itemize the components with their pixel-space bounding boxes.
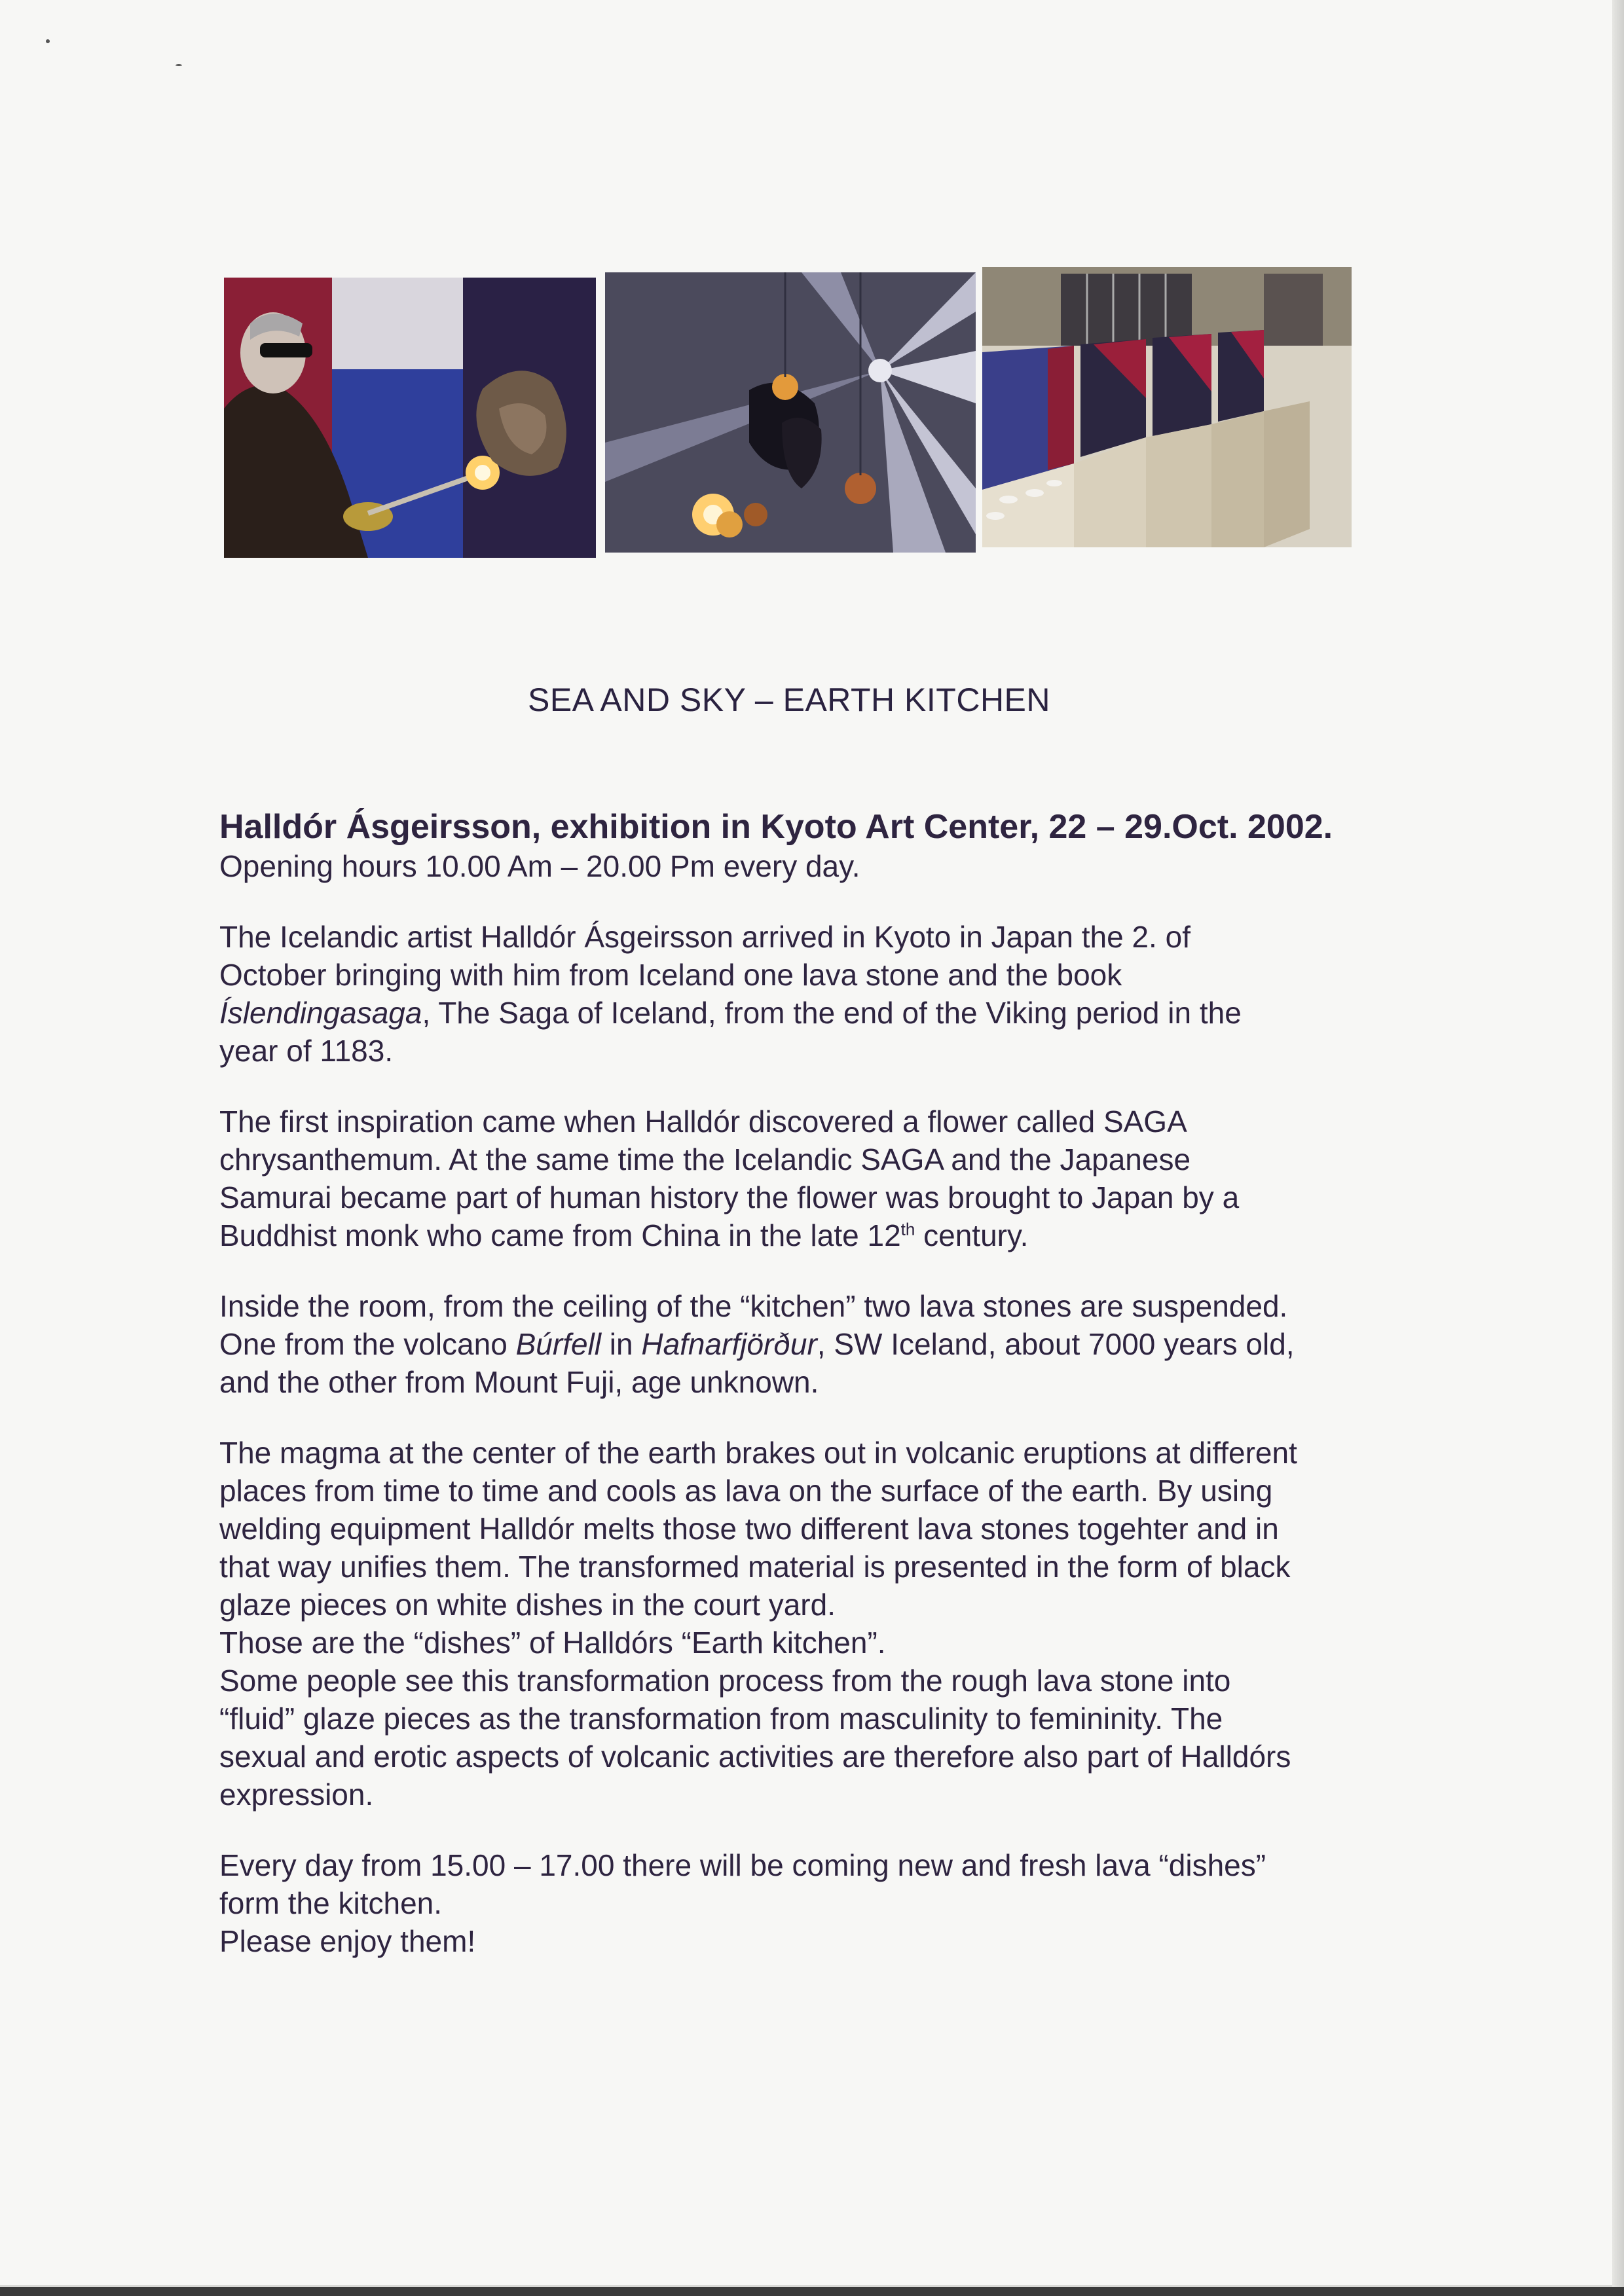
text-line: and the other from Mount Fuji, age unknown. — [219, 1365, 819, 1399]
text-line — [219, 1325, 1385, 1363]
scan-border — [0, 2287, 1624, 2296]
text-line: places from time to time and cools as lava on the surface of the earth. By using — [219, 1474, 1273, 1508]
text-line — [219, 994, 1385, 1032]
text-line: The magma at the center of the earth brakes out in volcanic eruptions at different — [219, 1436, 1297, 1470]
artist-welding-photo — [224, 278, 596, 558]
text-line: form the kitchen. — [219, 1886, 443, 1920]
paragraph-magma — [219, 1434, 1385, 1813]
exhibition-title-line: Halldór Ásgeirsson, exhibition in Kyoto Art Center, 22 – 29.Oct. 2002. — [219, 808, 1333, 846]
paragraph-inspiration — [219, 1102, 1385, 1254]
text-line: sexual and erotic aspects of volcanic activities are therefore also part of Halldórs — [219, 1740, 1291, 1774]
text-fragment: , The Saga of Iceland, from the end of the Viking period in the — [422, 996, 1242, 1030]
paragraph-daily-dishes — [219, 1846, 1385, 1960]
photo-strip — [224, 267, 1352, 555]
text-line: glaze pieces on white dishes in the court yard. — [219, 1588, 836, 1622]
text-line: that way unifies them. The transformed material is presented in the form of black — [219, 1550, 1291, 1584]
text-line: Please enjoy them! — [219, 1924, 476, 1958]
text-line — [219, 1216, 1385, 1254]
place-name: Búrfell — [515, 1327, 601, 1361]
text-line: October bringing with him from Iceland one lava stone and the book — [219, 958, 1122, 992]
opening-hours-line: Opening hours 10.00 Am – 20.00 Pm every day. — [219, 849, 860, 883]
text-fragment: , SW Iceland, about 7000 years old, — [817, 1327, 1295, 1361]
gallery-installation-photo — [982, 267, 1352, 547]
text-fragment: One from the volcano — [219, 1327, 516, 1361]
text-fragment: in — [600, 1327, 642, 1361]
exhibition-header — [219, 807, 1385, 885]
document-body — [219, 807, 1385, 1993]
text-line: Those are the “dishes” of Halldórs “Earth kitchen”. — [219, 1626, 886, 1660]
text-line: expression. — [219, 1777, 374, 1812]
superscript: th — [900, 1219, 915, 1239]
text-line: chrysanthemum. At the same time the Icelandic SAGA and the Japanese — [219, 1142, 1191, 1176]
paragraph-lava-stones — [219, 1287, 1385, 1401]
scan-speck — [46, 39, 50, 43]
text-fragment: century. — [915, 1218, 1029, 1252]
text-line: Some people see this transformation process from the rough lava stone into — [219, 1664, 1231, 1698]
paragraph-arrival — [219, 918, 1385, 1070]
book-title: Íslendingasaga — [219, 996, 422, 1030]
scan-speck — [175, 64, 182, 66]
text-fragment: Buddhist monk who came from China in the late 12 — [219, 1218, 901, 1252]
text-line: year of 1183. — [219, 1034, 394, 1068]
place-name: Hafnarfjörður — [641, 1327, 817, 1361]
text-line: The Icelandic artist Halldór Ásgeirsson arrived in Kyoto in Japan the 2. of — [219, 920, 1190, 954]
text-line: Samurai became part of human history the flower was brought to Japan by a — [219, 1180, 1240, 1214]
document-title: SEA AND SKY – EARTH KITCHEN — [527, 682, 1051, 718]
page-edge — [1612, 0, 1624, 2296]
lava-stone-sculpture-photo — [605, 272, 976, 553]
text-line: Every day from 15.00 – 17.00 there will be coming new and fresh lava “dishes” — [219, 1848, 1266, 1882]
text-line: Inside the room, from the ceiling of the “kitchen” two lava stones are suspended. — [219, 1289, 1288, 1323]
text-line: The first inspiration came when Halldór discovered a flower called SAGA — [219, 1104, 1187, 1139]
text-line: welding equipment Halldór melts those two different lava stones togehter and in — [219, 1512, 1279, 1546]
text-line: “fluid” glaze pieces as the transformation from masculinity to femininity. The — [219, 1702, 1223, 1736]
